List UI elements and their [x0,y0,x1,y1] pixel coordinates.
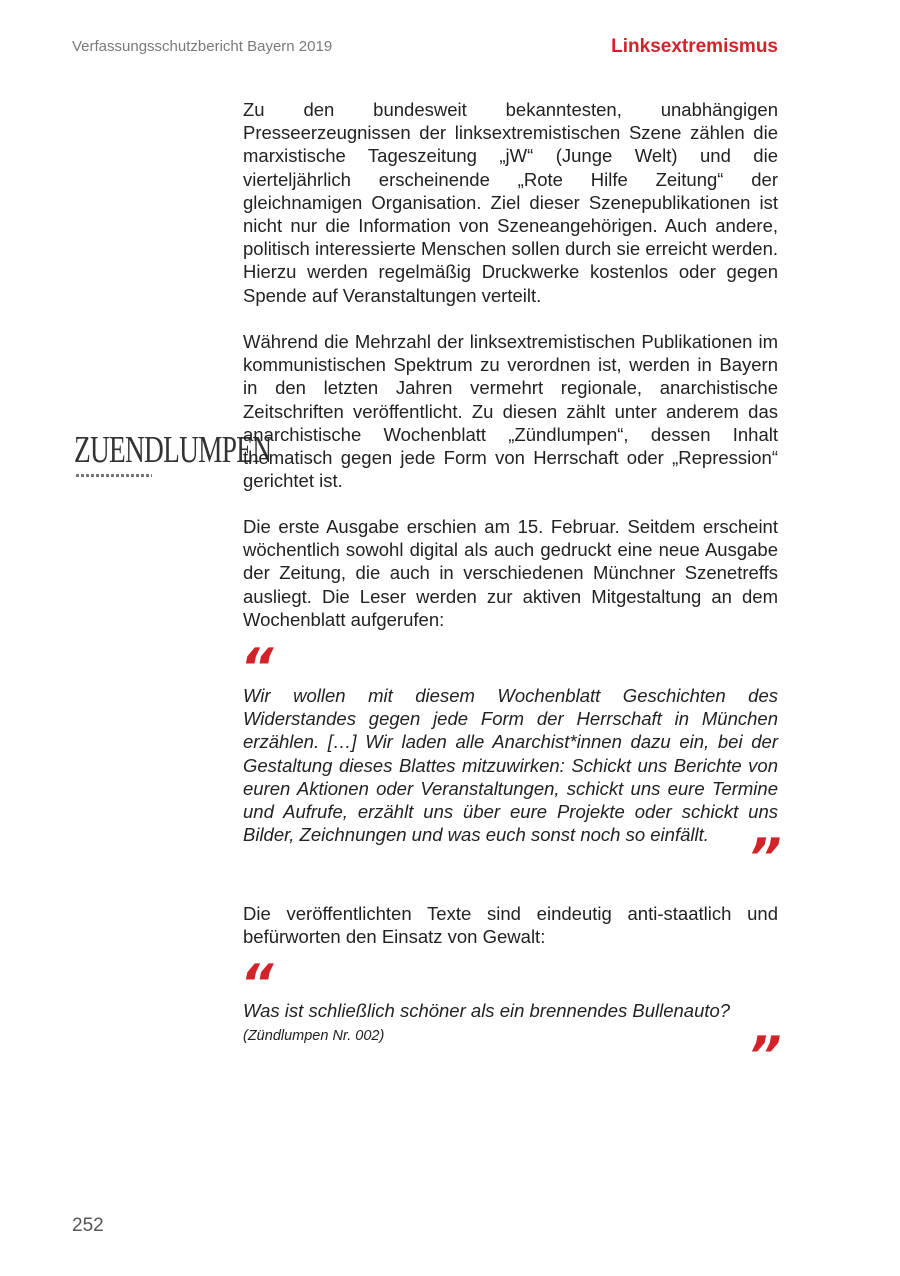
paragraph-press-publications [243,98,778,307]
paragraph-text: Die veröffentlichten Texte sind eindeutig anti-staatlich und befürworten den Einsatz von Gewalt: [243,903,778,948]
logo-subtitle-line [76,474,152,477]
logo-wordmark: ZUENDLUMPEN [74,429,272,471]
block-quote-wochenblatt [243,684,778,846]
quote-open-icon: “ [240,954,274,1014]
quote-text: Was ist schließlich schöner als ein brennendes Bullenauto? [243,1000,731,1021]
quote-open-icon: “ [240,638,274,698]
quote-close-icon: ” [748,1026,782,1086]
paragraph-text: Die erste Ausgabe erschien am 15. Februar. Seitdem erscheint wöchentlich sowohl digital als auch gedruckt eine neue Ausgabe der Zeitung, die auch in verschiedenen Münchner Szenetreffs ausliegt. Die Leser werden zur aktiven Mitgestaltung an dem Wochenblatt aufgerufen: [243,516,778,630]
quote-text: Wir wollen mit diesem Wochenblatt Geschichten des Widerstandes gegen jede Form der Herrschaft in München erzählen. […] Wir laden alle Anarchist*innen dazu ein, bei der Gestaltung dieses Blattes mitzuwirken: Schickt uns Berichte von euren Aktionen oder Veranstaltungen, schickt uns eure Termine und Aufrufe, erzählt uns über eure Projekte oder schickt uns Bilder, Zeichnungen und was euch sonst noch so einfällt. [243,685,778,846]
quote-close-icon: ” [748,828,782,888]
paragraph-text: Während die Mehrzahl der linksextremistischen Publikationen im kommunistischen Spektrum zu verordnen ist, werden in Bayern in den letzten Jahren vermehrt regionale, anarchistische Zeitschriften veröffentlicht. Zu diesen zählt unter anderem das anarchistische Wochenblatt „Zündlumpen“, dessen Inhalt thematisch gegen jede Form von Herrschaft oder „Repression“ gerichtet ist. [243,331,778,492]
paragraph-anarchist-magazines [243,330,778,492]
running-header-section: Linksextremismus [611,36,778,57]
paragraph-first-issue [243,515,778,631]
paragraph-anti-state [243,902,778,948]
page-number: 252 [72,1215,104,1236]
paragraph-text: Zu den bundesweit bekanntesten, unabhängigen Presseerzeugnissen der linksextremistischen Szene zählen die marxistische Tageszeitung „jW“ (Junge Welt) und die vierteljährlich erscheinende „Rote Hilfe Zeitung“ der gleichnamigen Organisation. Ziel dieser Szenepublikationen ist nicht nur die Information von Szeneangehörigen. Auch andere, politisch interessierte Menschen sollen durch sie erreicht werden. Hierzu werden regelmäßig Druckwerke kostenlos oder gegen Spende auf Veranstaltungen verteilt. [243,99,778,306]
zuendlumpen-logo [74,429,272,488]
block-quote-bullenauto [243,999,778,1048]
quote-source: (Zündlumpen Nr. 002) [243,1028,385,1045]
running-header-publication: Verfassungsschutzbericht Bayern 2019 [72,38,333,55]
